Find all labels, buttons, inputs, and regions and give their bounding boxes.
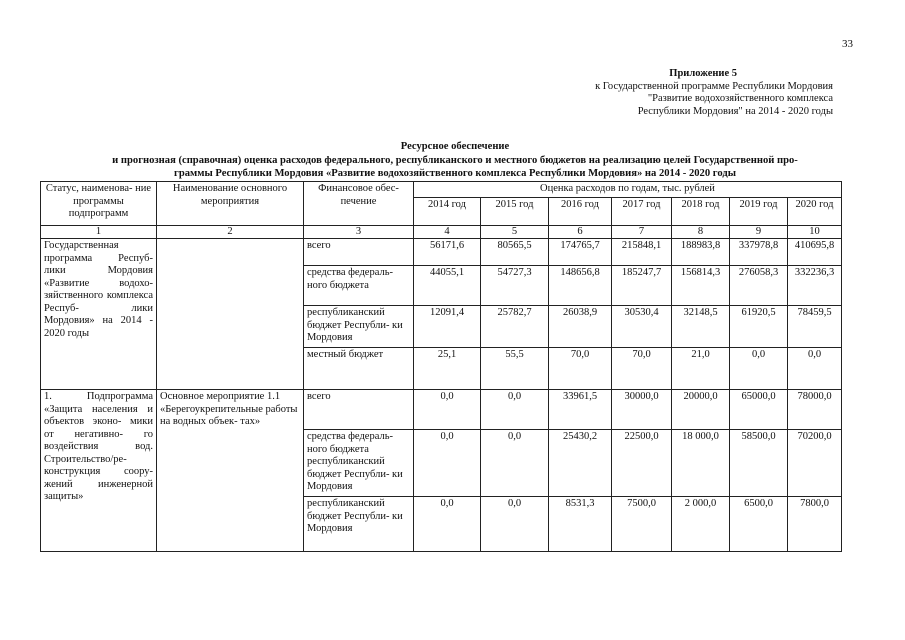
value-cell: 8531,3 bbox=[549, 497, 612, 552]
appendix-line: "Развитие водохозяйственного комплекса bbox=[647, 93, 833, 104]
header-event: Наименование основного мероприятия bbox=[157, 182, 304, 226]
source-cell: средства федераль- ного бюджета республиканский бюджет Республи- ки Мордовия bbox=[304, 430, 414, 497]
header-source: Финансовое обес- печение bbox=[304, 182, 414, 226]
value-cell: 30530,4 bbox=[612, 306, 672, 348]
value-cell: 22500,0 bbox=[612, 430, 672, 497]
appendix-title: Приложение 5 bbox=[669, 68, 737, 79]
col-number: 2 bbox=[157, 225, 304, 239]
value-cell: 55,5 bbox=[481, 348, 549, 390]
value-cell: 25,1 bbox=[414, 348, 481, 390]
source-cell: республиканский бюджет Республи- ки Мордовия bbox=[304, 306, 414, 348]
event-cell: Основное мероприятие 1.1 «Берегоукрепительные работы на водных объек- тах» bbox=[157, 390, 304, 552]
heading-line: граммы Республики Мордовия «Развитие водохозяйственного комплекса Республики Мордовия» на 2014 - 2020 годы bbox=[174, 168, 736, 179]
value-cell: 7500,0 bbox=[612, 497, 672, 552]
appendix-line: к Государственной программе Республики Мордовия bbox=[595, 80, 833, 92]
page-number: 33 bbox=[842, 38, 853, 50]
source-cell: местный бюджет bbox=[304, 348, 414, 390]
value-cell: 30000,0 bbox=[612, 390, 672, 430]
value-cell: 148656,8 bbox=[549, 266, 612, 306]
value-cell: 70,0 bbox=[612, 348, 672, 390]
col-number: 1 bbox=[41, 225, 157, 239]
value-cell: 174765,7 bbox=[549, 239, 612, 266]
value-cell: 78459,5 bbox=[788, 306, 842, 348]
value-cell: 70200,0 bbox=[788, 430, 842, 497]
header-year: 2017 год bbox=[612, 197, 672, 225]
value-cell: 410695,8 bbox=[788, 239, 842, 266]
table-row bbox=[41, 239, 842, 266]
header-year: 2019 год bbox=[730, 197, 788, 225]
col-number: 10 bbox=[788, 225, 842, 239]
header-year: 2014 год bbox=[414, 197, 481, 225]
value-cell: 0,0 bbox=[414, 430, 481, 497]
value-cell: 0,0 bbox=[481, 390, 549, 430]
value-cell: 58500,0 bbox=[730, 430, 788, 497]
value-cell: 215848,1 bbox=[612, 239, 672, 266]
value-cell: 65000,0 bbox=[730, 390, 788, 430]
document-heading bbox=[60, 140, 850, 181]
source-cell: средства федераль- ного бюджета bbox=[304, 266, 414, 306]
header-year: 2015 год bbox=[481, 197, 549, 225]
value-cell: 54727,3 bbox=[481, 266, 549, 306]
value-cell: 61920,5 bbox=[730, 306, 788, 348]
header-status: Статус, наименова- ние программы подпрограмм bbox=[41, 182, 157, 226]
value-cell: 32148,5 bbox=[672, 306, 730, 348]
event-cell bbox=[157, 239, 304, 390]
col-number: 6 bbox=[549, 225, 612, 239]
col-number: 8 bbox=[672, 225, 730, 239]
value-cell: 0,0 bbox=[414, 497, 481, 552]
table-row bbox=[41, 390, 842, 430]
value-cell: 276058,3 bbox=[730, 266, 788, 306]
status-cell: Государственная программа Респуб- лики Мордовия «Развитие водохо- зяйственного комплекса Респуб- лики Мордовия» на 2014 - 2020 годы bbox=[41, 239, 157, 390]
value-cell: 78000,0 bbox=[788, 390, 842, 430]
value-cell: 44055,1 bbox=[414, 266, 481, 306]
value-cell: 332236,3 bbox=[788, 266, 842, 306]
value-cell: 80565,5 bbox=[481, 239, 549, 266]
col-number: 5 bbox=[481, 225, 549, 239]
value-cell: 18 000,0 bbox=[672, 430, 730, 497]
col-number: 3 bbox=[304, 225, 414, 239]
value-cell: 2 000,0 bbox=[672, 497, 730, 552]
value-cell: 6500,0 bbox=[730, 497, 788, 552]
value-cell: 0,0 bbox=[481, 497, 549, 552]
source-cell: всего bbox=[304, 390, 414, 430]
heading-line: и прогнозная (справочная) оценка расходов федерального, республиканского и местного бюджетов на реализацию целей Государственной про- bbox=[112, 154, 798, 166]
value-cell: 70,0 bbox=[549, 348, 612, 390]
header-year: 2020 год bbox=[788, 197, 842, 225]
source-cell: всего bbox=[304, 239, 414, 266]
header-year: 2016 год bbox=[549, 197, 612, 225]
value-cell: 25430,2 bbox=[549, 430, 612, 497]
status-cell: 1. Подпрограмма «Защита населения и объектов эконо- мики от негативно- го воздействия вод. Строительство/ре- конструкция соору- жений инженерной защиты» bbox=[41, 390, 157, 552]
value-cell: 0,0 bbox=[730, 348, 788, 390]
value-cell: 21,0 bbox=[672, 348, 730, 390]
value-cell: 12091,4 bbox=[414, 306, 481, 348]
col-number: 9 bbox=[730, 225, 788, 239]
value-cell: 0,0 bbox=[788, 348, 842, 390]
value-cell: 188983,8 bbox=[672, 239, 730, 266]
value-cell: 0,0 bbox=[481, 430, 549, 497]
value-cell: 33961,5 bbox=[549, 390, 612, 430]
value-cell: 185247,7 bbox=[612, 266, 672, 306]
value-cell: 26038,9 bbox=[549, 306, 612, 348]
header-estimate: Оценка расходов по годам, тыс. рублей bbox=[414, 182, 842, 198]
source-cell: республиканский бюджет Республи- ки Мордовия bbox=[304, 497, 414, 552]
value-cell: 20000,0 bbox=[672, 390, 730, 430]
value-cell: 337978,8 bbox=[730, 239, 788, 266]
appendix-note bbox=[533, 68, 833, 118]
col-number: 7 bbox=[612, 225, 672, 239]
appendix-line: Республики Мордовия" на 2014 - 2020 годы bbox=[637, 105, 833, 117]
value-cell: 0,0 bbox=[414, 390, 481, 430]
value-cell: 7800,0 bbox=[788, 497, 842, 552]
value-cell: 56171,6 bbox=[414, 239, 481, 266]
col-number: 4 bbox=[414, 225, 481, 239]
header-year: 2018 год bbox=[672, 197, 730, 225]
heading-title: Ресурсное обеспечение bbox=[400, 141, 510, 152]
value-cell: 156814,3 bbox=[672, 266, 730, 306]
value-cell: 25782,7 bbox=[481, 306, 549, 348]
resource-table bbox=[40, 181, 842, 552]
